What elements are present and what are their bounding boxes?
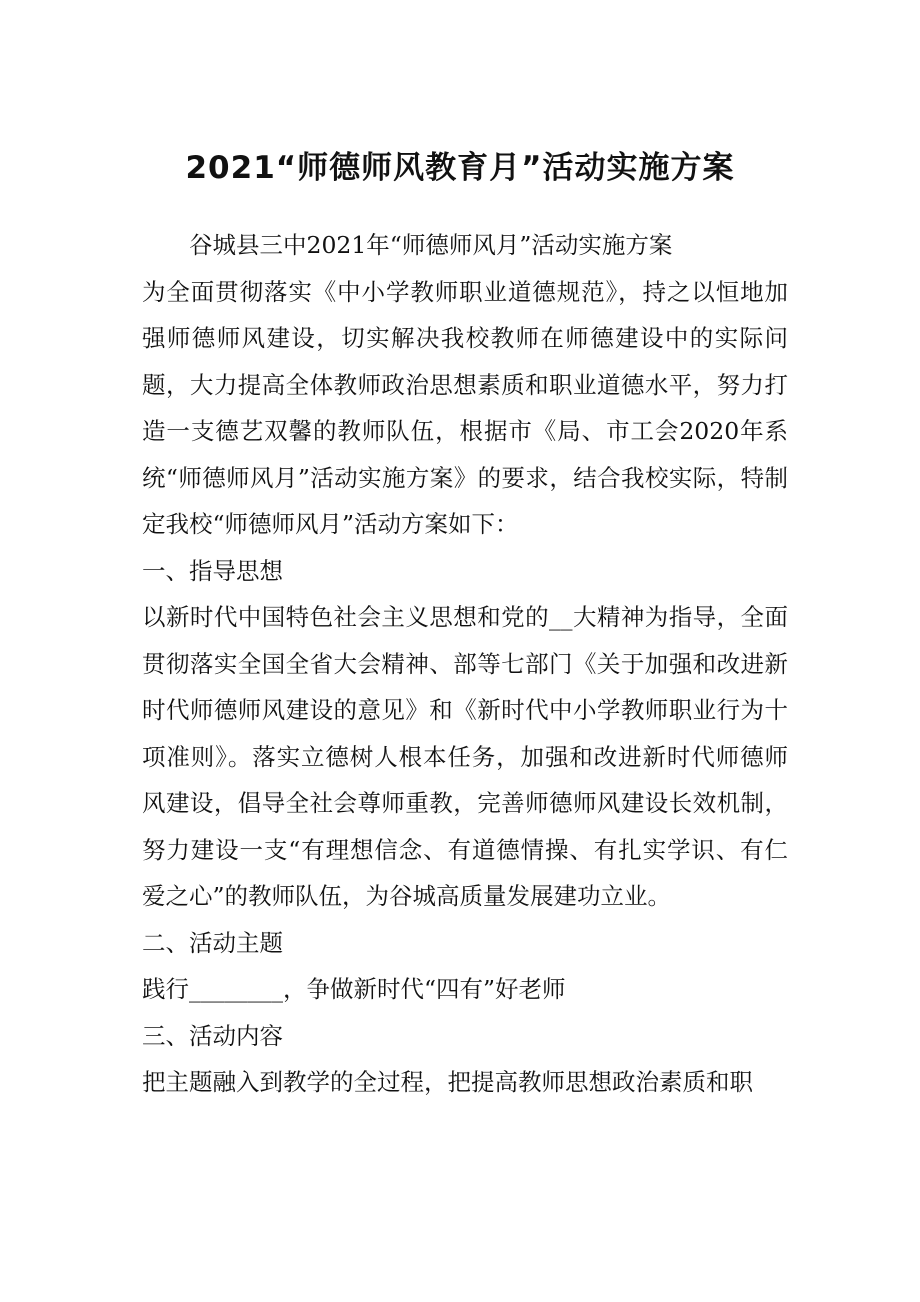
section-heading-guiding-ideology: 一、指导思想	[142, 556, 283, 585]
section-body-activity-content: 把主题融入到教学的全过程，把提高教师思想政治素质和职	[142, 1068, 753, 1096]
section-body-activity-theme: 践行________，争做新时代“四有”好老师	[142, 975, 566, 1003]
document-subtitle: 谷城县三中2021年“师德师风月”活动实施方案	[189, 231, 673, 259]
document-body	[142, 222, 788, 1106]
section-body-guiding-ideology: 以新时代中国特色社会主义思想和党的__大精神为指导，全面贯彻落实全国全省大会精神、部等七部门《关于加强和改进新时代师德师风建设的意见》和《新时代中小学教师职业行为十项准则》。落实立德树人根本任务，加强和改进新时代师德师风建设，倡导全社会尊师重教，完善师德师风建设长效机制，努力建设一支“有理想信念、有道德情操、有扎实学识、有仁爱之心”的教师队伍，为谷城高质量发展建功立业。	[142, 603, 788, 910]
section-heading-activity-content: 三、活动内容	[142, 1021, 283, 1050]
intro-paragraph: 为全面贯彻落实《中小学教师职业道德规范》，持之以恒地加强师德师风建设，切实解决我校教师在师德建设中的实际问题，大力提高全体教师政治思想素质和职业道德水平，努力打造一支德艺双馨的教师队伍，根据市《局、市工会2020年系统“师德师风月”活动实施方案》的要求，结合我校实际，特制定我校“师德师风月”活动方案如下：	[142, 277, 788, 538]
section-heading-activity-theme: 二、活动主题	[142, 928, 283, 957]
document-title: 2021“师德师风教育月”活动实施方案	[185, 150, 735, 186]
